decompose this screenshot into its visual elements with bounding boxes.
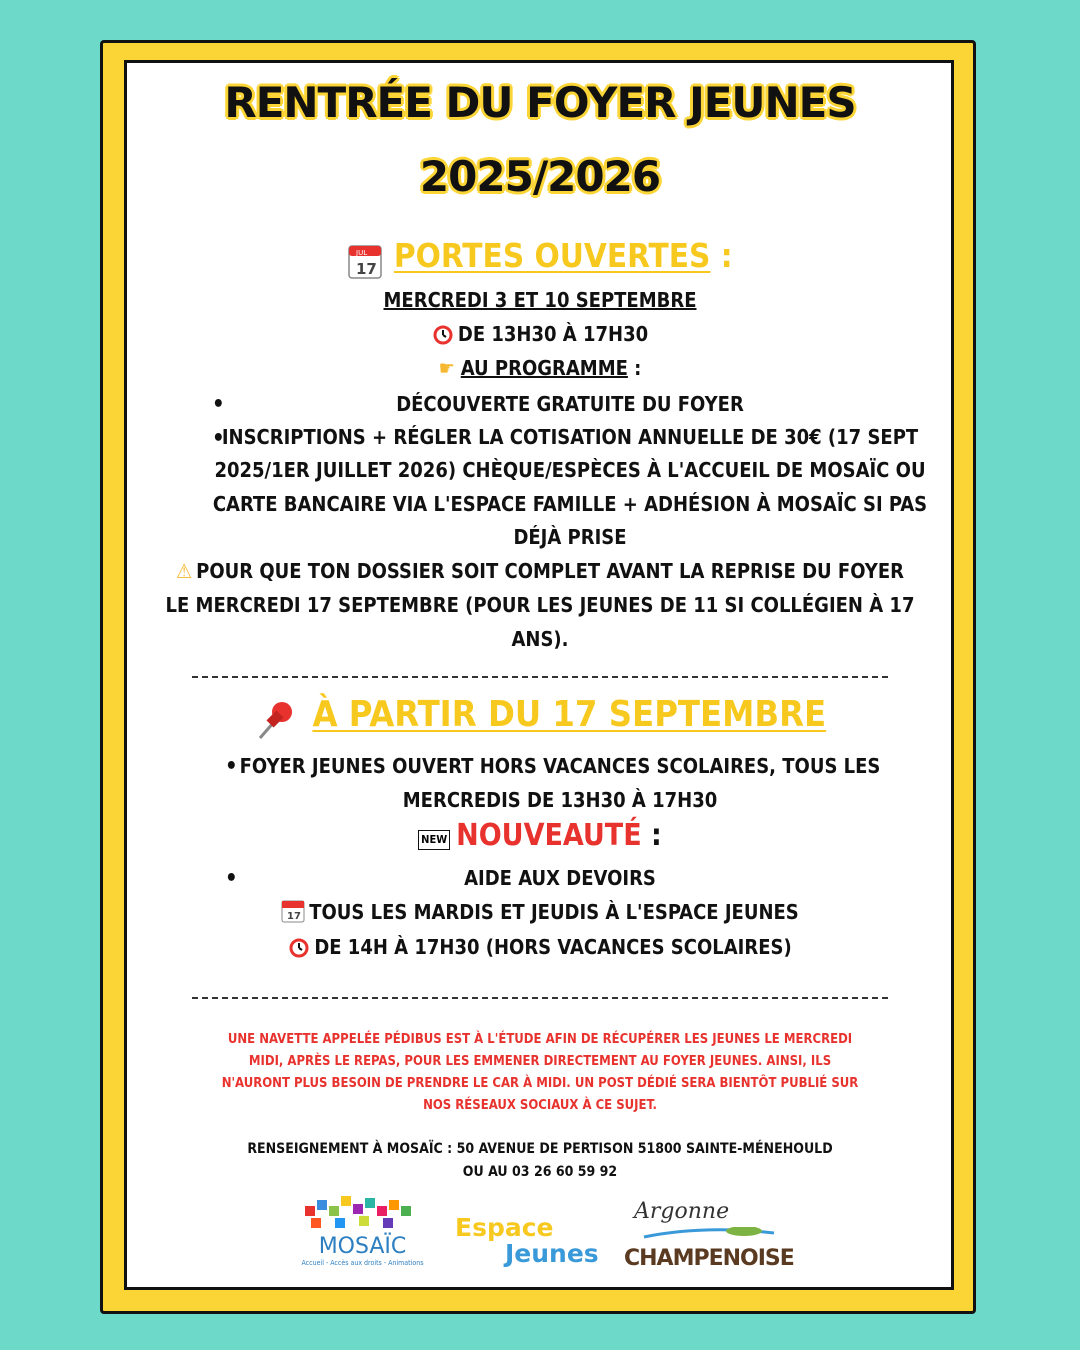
- divider: [192, 676, 888, 678]
- argonne-champenoise-logo: [624, 1198, 794, 1273]
- espace-jeunes-logo: [455, 1213, 605, 1268]
- program-label: ☛ AU PROGRAMME :: [438, 356, 642, 380]
- mosaic-wordmark: MOSAÏC: [318, 1234, 407, 1259]
- alarm-clock-icon: [432, 322, 454, 355]
- warning-line: ANS).: [511, 627, 569, 651]
- bullet: •: [225, 754, 238, 779]
- contact-address: RENSEIGNEMENT À MOSAÏC : 50 AVENUE DE PERTISON 51800 SAINTE-MÉNEHOULD: [247, 1141, 833, 1157]
- bullet: •: [212, 392, 225, 417]
- opening-info-cont: MERCREDIS DE 13H30 À 17H30: [402, 788, 718, 812]
- jeunes-word: Jeunes: [505, 1239, 599, 1268]
- program-item-cont: DÉJÀ PRISE: [513, 525, 627, 549]
- new-heading: NEW NOUVEAUTÉ :: [0, 818, 1080, 853]
- from-sept-heading: À PARTIR DU 17 SEPTEMBRE: [0, 694, 1080, 746]
- leaf-wave-graphic: [624, 1227, 784, 1241]
- notice-line: MIDI, APRÈS LE REPAS, POUR LES EMMENER DIRECTEMENT AU FOYER JEUNES. AINSI, ILS: [248, 1054, 832, 1069]
- svg-text:17: 17: [356, 259, 378, 278]
- warning-line: ⚠ POUR QUE TON DOSSIER SOIT COMPLET AVANT LA REPRISE DU FOYER: [176, 559, 904, 583]
- mosaic-logo: [300, 1192, 425, 1272]
- warning-icon: ⚠: [176, 559, 193, 583]
- new-badge-icon: NEW: [418, 830, 450, 850]
- alarm-clock-icon: [288, 935, 310, 968]
- mosaic-tagline: Accueil - Accès aux droits - Animations: [301, 1259, 424, 1267]
- program-item-cont: 2025/1ER JUILLET 2026) CHÈQUE/ESPÈCES À L'ACCUEIL DE MOSAÏC OU: [214, 458, 926, 482]
- pushpin-icon: [254, 698, 298, 746]
- notice-line: N'AURONT PLUS BESOIN DE PRENDRE LE CAR À MIDI. UN POST DÉDIÉ SERA BIENTÔT PUBLIÉ SUR: [221, 1076, 859, 1091]
- opening-info: FOYER JEUNES OUVERT HORS VACANCES SCOLAIRES, TOUS LES: [239, 754, 881, 778]
- open-days-hours: DE 13H30 À 17H30: [0, 318, 1080, 355]
- svg-text:17: 17: [287, 911, 302, 922]
- calendar-icon: [281, 899, 305, 933]
- program-item: INSCRIPTIONS + RÉGLER LA COTISATION ANNUELLE DE 30€ (17 SEPT: [221, 425, 919, 449]
- warning-line: LE MERCREDI 17 SEPTEMBRE (POUR LES JEUNES DE 11 SI COLLÉGIEN À 17: [165, 593, 915, 617]
- homework-days: 17 TOUS LES MARDIS ET JEUDIS À L'ESPACE JEUNES: [0, 896, 1080, 933]
- open-days-dates: MERCREDI 3 ET 10 SEPTEMBRE: [383, 288, 697, 312]
- divider: [192, 997, 888, 999]
- svg-text:JUL: JUL: [356, 248, 368, 257]
- homework-item: AIDE AUX DEVOIRS: [464, 866, 656, 890]
- espace-word: Espace: [455, 1213, 554, 1242]
- bullet: •: [225, 866, 238, 891]
- champenoise-word: CHAMPENOISE: [624, 1246, 794, 1271]
- mosaic-mosaic-graphic: [300, 1192, 425, 1232]
- contact-phone: OU AU 03 26 60 59 92: [462, 1164, 618, 1180]
- notice-line: UNE NAVETTE APPELÉE PÉDIBUS EST À L'ÉTUDE AFIN DE RÉCUPÉRER LES JEUNES LE MERCREDI: [227, 1032, 853, 1047]
- open-days-title: PORTES OUVERTES: [393, 236, 711, 275]
- notice-line: NOS RÉSEAUX SOCIAUX À CE SUJET.: [423, 1098, 657, 1113]
- page-title-year: 2025/2026: [419, 152, 661, 201]
- program-item: DÉCOUVERTE GRATUITE DU FOYER: [396, 392, 744, 416]
- argonne-word: Argonne: [634, 1199, 730, 1224]
- program-item-cont: CARTE BANCAIRE VIA L'ESPACE FAMILLE + ADHÉSION À MOSAÏC SI PAS: [212, 492, 928, 516]
- page-title: RENTRÉE DU FOYER JEUNES: [224, 78, 856, 127]
- calendar-icon: [347, 242, 383, 284]
- open-days-heading: JUL 17 PORTES OUVERTES :: [0, 236, 1080, 284]
- bullet: •: [212, 426, 225, 451]
- pointing-hand-icon: ☛: [438, 356, 455, 380]
- homework-hours: DE 14H À 17H30 (HORS VACANCES SCOLAIRES): [0, 931, 1080, 968]
